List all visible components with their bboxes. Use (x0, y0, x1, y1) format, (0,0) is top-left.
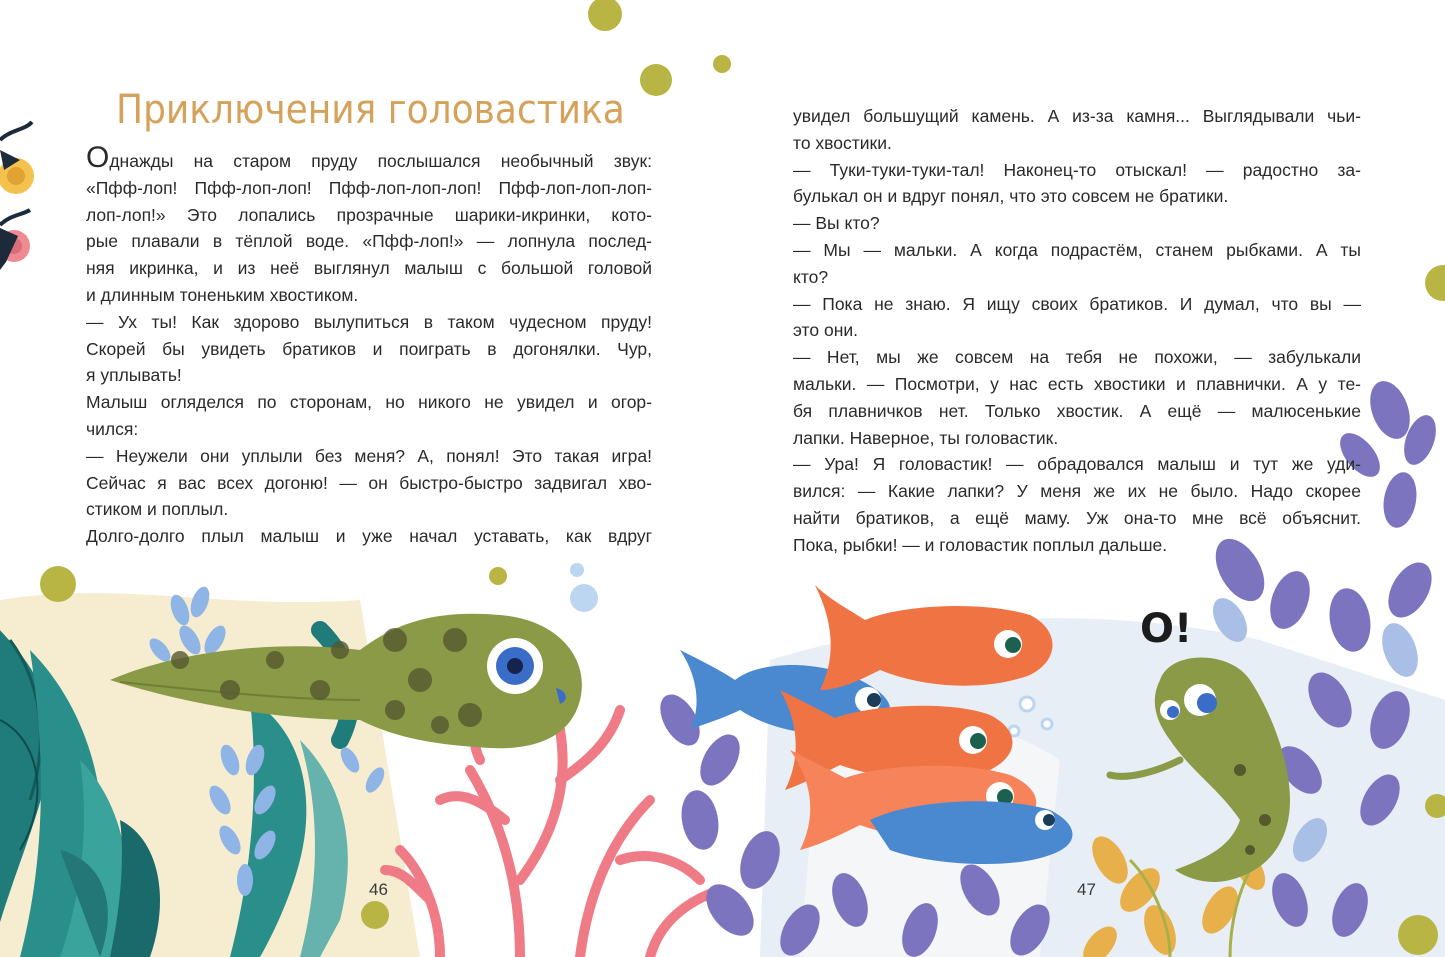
text-line: Сейчас я вас всех догоню! — он быстро-быстро задвигал хво- (86, 472, 652, 493)
page-number-left: 46 (369, 880, 388, 899)
bubble-dot (361, 901, 389, 929)
snail-decoration (0, 122, 34, 270)
left-page-text (86, 141, 652, 550)
text-line: рые плавали в тёплой воде. «Пфф-лоп!» — лопнула послед- (86, 231, 652, 252)
drop-cap: О (86, 141, 110, 174)
bubble-dot (40, 566, 76, 602)
text-line: лапки. Наверное, ты головастик. (793, 427, 1059, 448)
text-line: найти братиков, а ещё маму. Уж она-то мне всё объяснит. (793, 507, 1361, 528)
bubble (1020, 697, 1034, 711)
text-line: стиком и поплыл. (86, 499, 229, 520)
text-line: вился: — Какие лапки? У меня же их не было. Надо скорее (793, 481, 1361, 502)
text-line: — Мы — мальки. А когда подрастём, станем рыбками. А ты (793, 239, 1361, 260)
text-line: — Пока не знаю. Я ищу своих братиков. И думал, что вы — (793, 293, 1361, 314)
text-line: Долго-долго плыл малыш и уже начал уставать, как вдруг (86, 526, 652, 547)
text-line: Малыш огляделся по сторонам, но никого не увидел и огор- (86, 392, 652, 413)
page-number-right: 47 (1077, 880, 1096, 899)
bubble-dot (1398, 915, 1438, 955)
bubble-dot (713, 55, 731, 73)
text-line: — Ура! Я головастик! — обрадовался малыш и тут же уди- (793, 454, 1361, 475)
text-line: — Ух ты! Как здорово вылупиться в таком чудесном пруду! (86, 311, 652, 332)
text-line: — Вы кто? (793, 213, 880, 234)
text-line: «Пфф-лоп! Пфф-лоп-лоп! Пфф-лоп-лоп-лоп! Пфф-лоп-лоп-лоп- (86, 177, 652, 198)
text-line: — Туки-туки-туки-тал! Наконец-то отыскал! — радостно за- (793, 159, 1361, 180)
bubble-dot (1425, 265, 1445, 301)
text-line: бя плавничков нет. Только хвостик. А ещё — малюсенькие (793, 400, 1361, 421)
story-title: Приключения головастика (116, 87, 625, 133)
text-line: — Неужели они уплыли без меня? А, понял! Это такая игра! (86, 445, 652, 466)
bubble-dot (640, 64, 672, 96)
text-line: я уплывать! (86, 365, 182, 386)
bubble (1042, 719, 1052, 729)
exclamation-speech: О! (1140, 606, 1193, 652)
text-line: — Нет, мы же совсем на тебя не похожи, — забулькали (793, 347, 1361, 368)
text-line: няя икринка, и из неё выглянул малыш с большой головой (86, 258, 652, 279)
bubble (570, 584, 598, 612)
text-line: мальки. — Посмотри, у нас есть хвостики и плавнички. А у те- (793, 373, 1361, 394)
text-line: булькал он и вдруг понял, что это совсем не братики. (793, 186, 1229, 207)
text-line: то хвостики. (793, 132, 892, 153)
bubble-dot (489, 567, 507, 585)
text-line: Пока, рыбки! — и головастик поплыл дальше. (793, 534, 1168, 555)
right-page-text (793, 103, 1361, 559)
bubble-dot (588, 0, 622, 31)
text-line: чился: (86, 418, 139, 439)
bubble (570, 563, 584, 577)
text-line: Однажды на старом пруду послышался необычный звук: (86, 141, 652, 174)
text-line: Скорей бы увидеть братиков и поиграть в догонялки. Чур, (86, 338, 652, 359)
fish-orange-1 (815, 585, 1053, 690)
text-line: и длинным тоненьким хвостиком. (86, 284, 359, 305)
text-line: кто? (793, 266, 829, 287)
text-line: увидел большущий камень. А из-за камня... Выглядывали чьи- (793, 106, 1361, 126)
text-line: лоп-лоп!» Это лопались прозрачные шарики-икринки, кото- (86, 204, 652, 225)
text-line: это они. (793, 320, 858, 341)
